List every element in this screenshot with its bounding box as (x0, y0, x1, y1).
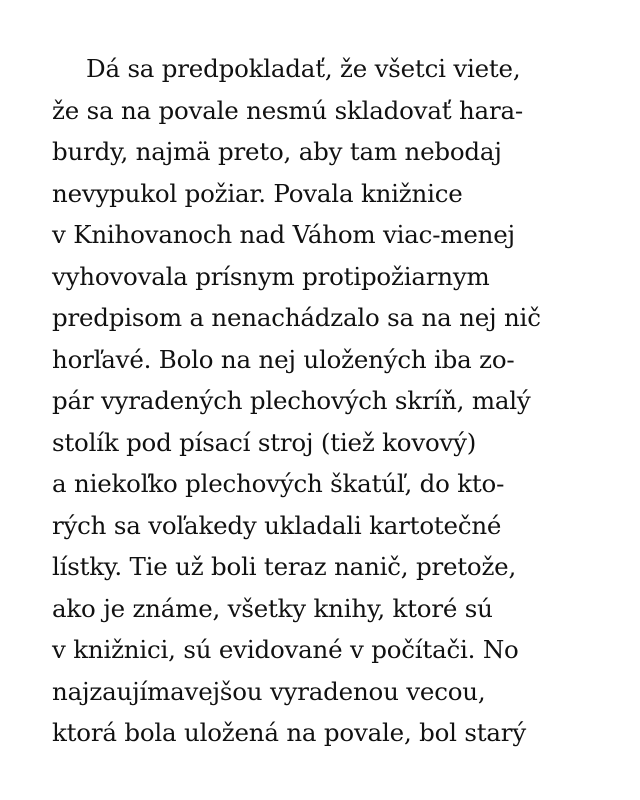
text-line: horľavé. Bolo na nej uložených iba zo- (52, 344, 515, 374)
text-line: predpisom a nenachádzalo sa na nej nič (52, 303, 541, 332)
text-line: rých sa voľakedy ukladali kartotečné (52, 510, 502, 540)
text-line: pár vyradených plechových skríň, malý (52, 386, 531, 415)
paragraph-text (52, 48, 612, 754)
text-line: ktorá bola uložená na povale, bol starý (52, 718, 526, 747)
text-line: v knižnici, sú evidované v počítači. No (52, 635, 519, 664)
text-line: v Knihovanoch nad Váhom viac-menej (52, 220, 515, 249)
text-line: a niekoľko plechových škatúľ, do kto- (52, 469, 505, 498)
text-line: Dá sa predpokladať, že všetci viete, (86, 54, 521, 83)
text-line: nevypukol požiar. Povala knižnice (52, 178, 463, 208)
text-line: stolík pod písací stroj (tiež kovový) (52, 427, 477, 457)
text-line: lístky. Tie už boli teraz nanič, pretože, (52, 552, 517, 581)
text-line: že sa na povale nesmú skladovať hara- (52, 95, 523, 125)
text-line: ako je známe, všetky knihy, ktoré sú (52, 593, 493, 623)
text-line: vyhovovala prísnym protipožiarnym (52, 261, 490, 291)
text-line: burdy, najmä preto, aby tam nebodaj (52, 137, 502, 166)
text-line: najzaujímavejšou vyradenou vecou, (52, 676, 486, 706)
